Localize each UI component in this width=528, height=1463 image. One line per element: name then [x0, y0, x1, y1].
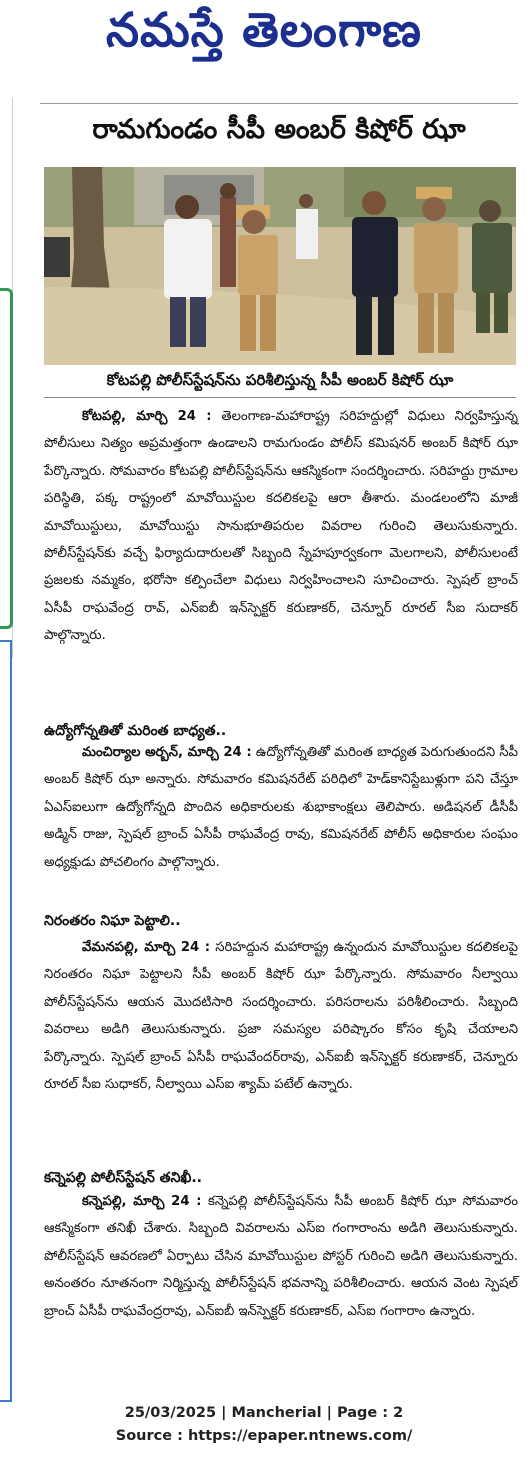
article-photo: [44, 167, 516, 365]
section-1-dateline: కోటపల్లి, మార్చి 24 :: [82, 409, 212, 424]
section-2-body: [44, 739, 518, 935]
section-1-body: [44, 403, 518, 715]
adjacent-blue-box-edge: [0, 640, 12, 1402]
masthead-logo: నమస్తే తెలంగాణ: [106, 3, 422, 58]
article-headline: రామగుండం సీపీ అంబర్ కిషోర్ ఝా: [92, 114, 466, 145]
section-3-subhead: నిరంతరం నిఘా పెట్టాలి..: [44, 913, 181, 929]
footer-source-link[interactable]: Source : https://epaper.ntnews.com/: [115, 1428, 413, 1444]
section-2-dateline: మంచిర్యాల అర్బన్, మార్చి 24 :: [82, 745, 252, 760]
section-4-text: కన్నెపల్లి పోలీస్‌స్టేషన్‌ను సీపీ అంబర్ కిషోర్ ఝా సోమవారం ఆకస్మికంగా తనిఖీ చేశారు. సిబ్బంది వివరాలను ఎస్‌ఐ గంగారాంను అడిగి తెలుసుకున్నారు. పోలీస్‌స్టేషన్ ఆవరణలో ఏర్పాటు చేసిన మావోయిస్టుల పోస్టర్ గురించి అడిగి తెలుసుకున్నారు. అనంతరం నూతనంగా నిర్మిస్తున్న పోలీస్‌స్టేషన్ భవనాన్ని పరిశీలించారు. ఆయన వెంట స్పెషల్ బ్రాంచ్ ఏసీపీ రాఘవేంద్రరావు, ఎన్‌ఐబీ ఇన్‌స్పెక్టర్ కరుణాకర్, ఎస్‌ఐ గంగారాం ఉన్నారు.: [44, 1194, 518, 1319]
masthead: [0, 0, 528, 72]
section-2-text: ఉద్యోగోన్నతితో మరింత బాధ్యత పెరుగుతుందని సీపీ అంబర్ కిషోర్ ఝా అన్నారు. సోమవారం కమిషనరేట్ పరిధిలో హెడ్‌కానిస్టేబుళ్లుగా పని చేస్తూ ఏఎస్‌ఐలుగా ఉద్యోగోన్నది పొందిన అధికారులకు శుభాకాంక్షలు తెలిపారు. అడిషనల్ డీసీపీ అడ్మిన్ రాజు, స్పెషల్ బ్రాంచ్ ఏసీపీ రాఘవేంద్ర రావు, కమిషనరేట్ పోలీస్ అధికారుల సంఘం అధ్యక్షుడు పోచలింగం పాల్గొన్నారు.: [44, 745, 518, 870]
section-3-text: సరిహద్దున మహారాష్ట్ర ఉన్నందున మావోయిస్టుల కదలికలపై నిరంతరం నిఘా పెట్టాలని సీపీ అంబర్ కిషోర్ ఝా పేర్కొన్నారు. సోమవారం నీల్వాయి పోలీస్‌స్టేషన్‌ను ఆయన మొదటిసారి సందర్శించారు. పరిసరాలను పరిశీలించారు. సిబ్బంది వివరాలు అడిగి తెలుసుకున్నారు. ప్రజా సమస్యల పరిష్కారం కోసం కృషి చేయాలని పేర్కొన్నారు. స్పెషల్ బ్రాంచ్ ఏసీపీ రాఘవేందర్‌రావు, ఎన్‌ఐబీ ఇన్‌స్పెక్టర్ కరుణాకర్, చెన్నూరు రూరల్ సీఐ సుధాకర్, నీల్వాయి ఎస్‌ఐ శ్యామ్ పటేల్ ఉన్నారు.: [44, 940, 518, 1093]
section-3-body: [44, 934, 518, 1179]
adjacent-green-box-edge: [0, 288, 13, 629]
section-3-dateline: వేమనపల్లి, మార్చి 24 :: [82, 940, 211, 955]
section-4-body: [44, 1188, 518, 1393]
section-2-subhead: ఉద్యోగోన్నతితో మరింత బాధ్యత..: [44, 723, 227, 739]
section-4-dateline: కన్నెపల్లి, మార్చి 24 :: [82, 1194, 202, 1209]
article-top-rule: [40, 103, 518, 104]
photo-caption: కోటపల్లి పోలీస్‌స్టేషన్‌ను పరిశీలిస్తున్న సీపీ అంబర్ కిషోర్ ఝా: [44, 367, 516, 398]
section-1-text: తెలంగాణ-మహారాష్ట్ర సరిహద్దుల్లో విధులు నిర్వహిస్తున్న పోలీసులు నిత్యం అప్రమత్తంగా ఉండాలని రామగుండం పోలీస్ కమిషనర్ అంబర్ కిషోర్ ఝా పేర్కొన్నారు. సోమవారం కోటపల్లి పోలీస్‌స్టేషన్‌ను ఆకస్మికంగా సందర్శించారు. సరిహద్దు గ్రామాల పరిస్థితి, పక్క రాష్ట్రంలో మావోయిస్టుల కదలికలపై ఆరా తీశారు. మండలంలోని మాజీ మావోయిస్టులు, మావోయిస్టు సానుభూతిపరుల వివరాల గురించి తెలుసుకున్నారు. పోలీస్‌స్టేషన్‌కు వచ్చే ఫిర్యాదుదారులతో సిబ్బంది స్నేహపూర్వకంగా మెలగాలని, పోలీసులంటే ప్రజలకు నమ్మకం, భరోసా కల్పించేలా విధులు నిర్వహించాలని సూచించారు. స్పెషల్ బ్రాంచ్ ఏసీపీ రాఘవేంద్ర రావ్, ఎన్‌ఐబీ ఇన్‌స్పెక్టర్ కరుణాకర్, చెన్నూర్ రూరల్ సీఐ సుదాకర్ పాల్గొన్నారు.: [44, 409, 518, 644]
footer-edition-info: 25/03/2025 | Mancherial | Page : 2: [124, 1405, 404, 1421]
section-4-subhead: కన్నెపల్లి పోలీస్‌స్టేషన్ తనిఖీ..: [44, 1170, 203, 1186]
